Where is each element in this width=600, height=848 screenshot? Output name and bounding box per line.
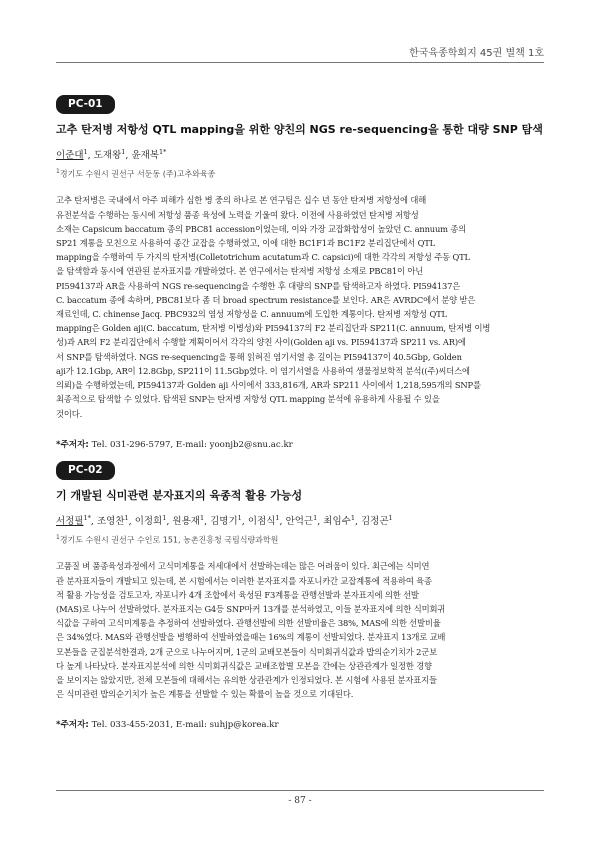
section-code-badge: PC-02 — [56, 461, 115, 480]
contact-label: *주저자: — [56, 720, 89, 731]
abstract-body — [56, 193, 548, 420]
corresponding-author-contact — [56, 718, 548, 730]
abstract-line: 관 분자표지들이 개발되고 있는데, 본 시험에서는 이러한 분자표지를 자포니카간 교잡계통에 적용하여 육종 — [56, 575, 432, 586]
author-sup: 1 — [124, 513, 129, 522]
contact-info: Tel. 031-296-5797, E-mail: yoonjb2@snu.ac.kr — [91, 439, 293, 450]
abstract-line: PI594137과 AR을 사용하여 NGS re-sequencing을 수행한 후 대량의 SNP를 탐색하고자 하였다. PI594137은 — [56, 280, 461, 291]
author-sup: 1 — [350, 513, 355, 522]
abstract-line: 을 탐색함과 동시에 연관된 분자표지를 개발하였다. 본 연구에서는 탄저병 저항성 소재로 PBC81이 아닌 — [56, 266, 424, 277]
author-list: 이준대$^1$, 도재왕$^1$, 윤재복$^{1*}$ — [56, 147, 167, 161]
author-name: 원용재 — [172, 515, 200, 527]
abstract-line: 서 SNP를 탐색하였다. NGS re-sequencing을 통해 읽혀진 염기서열 총 길이는 PI594137이 40.5Gbp, Golden — [56, 351, 462, 362]
section-code-badge: PC-01 — [56, 95, 115, 114]
abstract-line: aji가 12.1Gbp, AR이 12.8Gbp, SP211이 11.5Gbp였다. 이 염기서열을 사용하여 생물정보학적 분석((주)씨더스에 — [56, 365, 470, 376]
author-sup: 1* — [83, 513, 91, 522]
abstract-line: 다 높게 나타났다. 분자표지분석에 의한 식미회귀식값은 교배조합별 모본을 간에는 상관관계가 일정한 경향 — [56, 660, 432, 671]
page-number: - 87 - — [288, 796, 312, 806]
author-name: 이정희 — [134, 515, 163, 527]
author-name: 김정곤 — [361, 515, 389, 527]
abstract-line: 유전분석을 수행하는 동시에 저항성 품종 육성에 노력을 기울여 왔다. 이전에 사용하였던 탄저병 저항성 — [56, 209, 419, 220]
author-name: 이준대 — [56, 149, 84, 161]
abstract-line: 적 활용 가능성을 검토고자, 자포니카 4개 조합에서 육성된 F3계통을 관행선발과 분자표지에 의한 선발 — [56, 589, 419, 600]
affiliation — [56, 168, 548, 180]
paper-title: 고추 탄저병 저항성 QTL mapping을 위한 양친의 NGS re-sequencing을 통한 대량 SNP 탐색 — [56, 122, 543, 136]
abstract-line: 성)과 AR의 F2 분리집단에서 수행할 계획이어서 각각의 양친 사이(Golden aji vs. PI594137과 SP211 vs. AR)에 — [56, 337, 466, 348]
abstract-line: 최종적으로 탐색할 수 있었다. 탐색된 SNP는 탄저병 저항성 QTL mapping 분석에 유용하게 사용될 수 있을 — [56, 394, 440, 405]
abstract-section-pc01 — [56, 92, 548, 450]
abstract-body — [56, 559, 548, 701]
author-sup: 1 — [313, 513, 318, 522]
author-sup: 1 — [199, 513, 205, 522]
abstract-line: SP21 계통을 모친으로 사용하여 종간 교잡을 수행하였고, 이에 대한 BC1F1과 BC1F2 분리집단에서 QTL — [56, 238, 435, 249]
author-name: 도재왕 — [93, 149, 122, 161]
author-name: 최임수 — [323, 515, 351, 527]
abstract-line: C. baccatum 종에 속하며, PBC81보다 좀 더 broad spectrum resistance를 보인다. AR은 AVRDC에서 분양 받은 — [56, 294, 476, 305]
abstract-line: mapping은 Golden aji(C. baccatum, 탄저병 이병성)와 PI594137의 F2 분리집단과 SP211(C. annuum, 탄저병 이병 — [56, 323, 491, 334]
abstract-line: 고품질 벼 품종육성과정에서 고식미계통을 저세대에서 선발하는데는 많은 어려움이 있다. 최근에는 식미연 — [56, 561, 430, 572]
abstract-line: mapping을 수행하여 두 가지의 탄저병(Colletotrichum acutatum과 C. capsici)에 대한 각각의 저항성 주동 QTL — [56, 252, 470, 263]
abstract-line: 재료인데, C. chinense Jacq. PBC932의 염성 저항성을 C. annuum에 도입한 계통이다. 탄저병 저항성 QTL — [56, 309, 447, 320]
affiliation-sup: 1 — [56, 533, 60, 541]
contact-info: Tel. 033-455-2031, E-mail: suhjp@korea.kr — [91, 720, 279, 731]
abstract-line: 의뢰)을 수행하였는데, PI594137과 Golden aji 사이에서 333,816개, AR과 SP211 사이에서 1,218,595개의 SNP를 — [56, 380, 481, 391]
affiliation-text: 경기도 수원시 권선구 서둔동 (주)고추와육종 — [59, 169, 216, 179]
corresponding-author-contact — [56, 438, 548, 450]
abstract-line: 은 34%였다. MAS와 관행선발을 병행하여 선발하였을때는 16%의 계통이 선발되었다. 분자표지 13개로 교배 — [56, 632, 446, 643]
footer-divider — [56, 790, 544, 791]
author-sup: 1 — [237, 513, 242, 522]
abstract-line: 식값을 구하여 고식미계통을 추정하여 선발하였다. 관행선발에 의한 선발비율은 38%, MAS에 의한 선발비율 — [56, 618, 441, 629]
author-name: 안억근 — [285, 515, 314, 527]
author-name: 김명기 — [210, 515, 238, 527]
header-divider — [56, 62, 544, 63]
author-name: 이점식 — [247, 515, 276, 527]
contact-label: *주저자: — [56, 439, 89, 450]
author-sup: 1 — [275, 513, 280, 522]
abstract-line: 소재는 Capsicum baccatum 종의 PBC81 accession이었는데, 이와 가장 교잡화합성이 높았던 C. annuum 종의 — [56, 223, 467, 234]
author-sup: 1* — [158, 147, 167, 156]
author-sup: 1 — [83, 147, 88, 156]
abstract-line: 은 식미관련 밥의순기치가 높은 계통을 선발할 수 있는 확률이 높을 것으로 기대된다. — [56, 689, 354, 700]
author-list: 서정필$^{1*}$, 조영찬$^1$, 이정희$^1$, 원용재$^1$, 김명기$^1$, 이점식$^1$, 안억근$^1$, 최임수$^1$, 김정곤$^1$ — [56, 513, 393, 527]
journal-header: 한국육종학회지 45권 별책 1호 — [409, 48, 544, 59]
abstract-line: 고추 탄저병은 국내에서 아주 피해가 심한 병 중의 하나로 본 연구팀은 십수 년 동안 탄저병 저항성에 대해 — [56, 195, 427, 206]
author-name: 조영찬 — [96, 515, 125, 527]
abstract-line: (MAS)로 나누어 선발하였다. 분자표지는 G4등 SNP마커 13개를 분석하였고, 이들 분자표지에 의한 식미회귀 — [56, 604, 446, 615]
paper-title: 기 개발된 식미관련 분자표지의 육종적 활용 가능성 — [56, 488, 303, 502]
abstract-line: 것이다. — [56, 408, 83, 419]
abstract-line: 모본들을 군집분석한결과, 2개 군으로 나누어지며, 1군의 교배모본들이 식미회귀식값과 밥의순기치가 2군보 — [56, 646, 437, 657]
author-sup: 1 — [121, 147, 126, 156]
affiliation-sup: 1 — [56, 167, 60, 175]
author-sup: 1 — [162, 513, 167, 522]
affiliation — [56, 534, 548, 546]
author-name: 서정필 — [56, 515, 84, 527]
affiliation-text: 경기도 수원시 권선구 수인로 151, 농촌진흥청 국립식량과학원 — [59, 535, 279, 545]
abstract-section-pc02 — [56, 458, 548, 730]
author-sup: 1 — [388, 513, 393, 522]
author-name: 윤재복 — [131, 149, 159, 161]
abstract-line: 을 보이지는 않았지만, 전체 모본들에 대해서는 유의한 상관관계가 인정되었다. 본 시험에 사용된 분자표지들 — [56, 675, 437, 686]
